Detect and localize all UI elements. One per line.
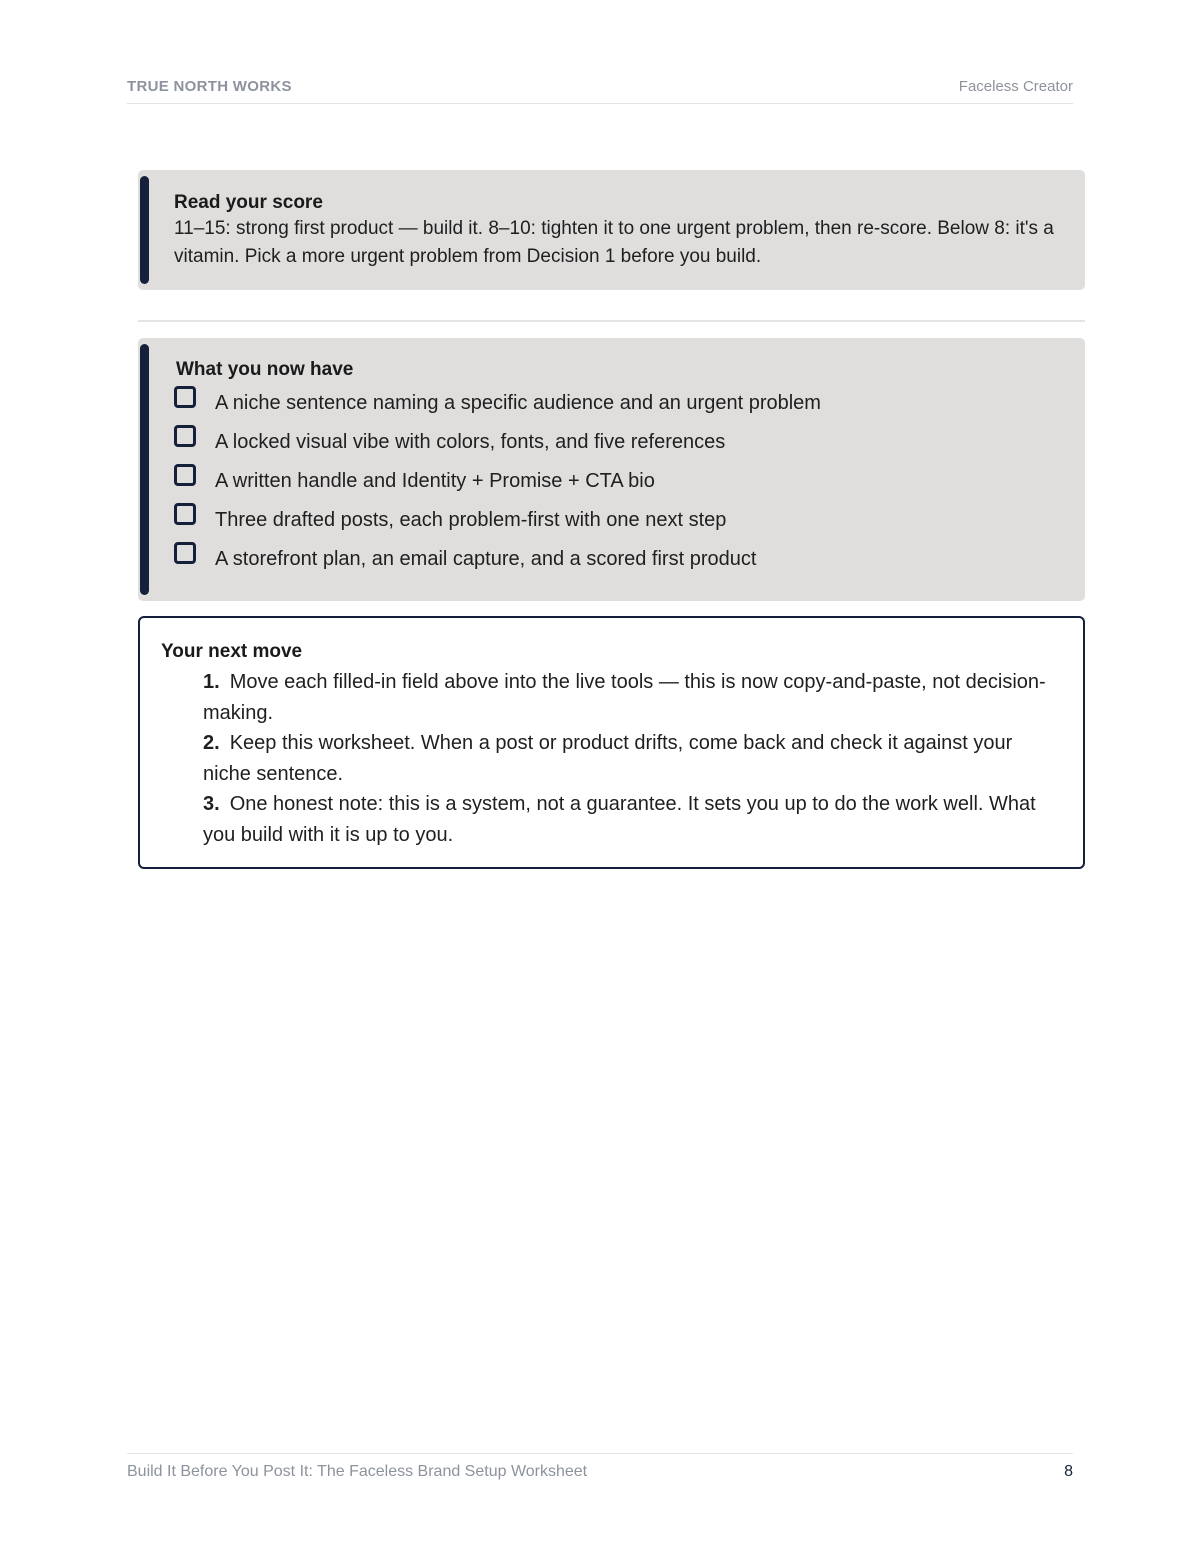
checkbox[interactable] xyxy=(174,542,196,564)
checklist-item-label: A locked visual vibe with colors, fonts, and five references xyxy=(215,431,726,453)
brand-name: TRUE NORTH WORKS xyxy=(127,78,292,95)
step-number: 2. xyxy=(203,732,220,754)
next-move-steps xyxy=(161,667,1063,850)
next-move-title: Your next move xyxy=(161,641,303,662)
next-move-box xyxy=(138,616,1085,869)
next-move-step xyxy=(203,789,1063,850)
score-callout xyxy=(138,170,1085,290)
section-divider xyxy=(138,320,1085,322)
deliverables-checklist xyxy=(176,390,1069,585)
step-text: Move each filled-in field above into the live tools — this is now copy-and-paste, not decision-making. xyxy=(203,671,1046,724)
checklist-item-label: Three drafted posts, each problem-first with one next step xyxy=(215,509,727,531)
what-you-have-callout xyxy=(138,338,1085,601)
step-number: 3. xyxy=(203,793,220,815)
checkbox[interactable] xyxy=(174,464,196,486)
page-header xyxy=(127,76,1073,104)
checklist-item xyxy=(176,429,1069,468)
page-footer xyxy=(127,1453,1073,1484)
checklist-item xyxy=(176,507,1069,546)
document-type: Faceless Creator xyxy=(958,78,1073,95)
footer-document-title: Build It Before You Post It: The Faceless Brand Setup Worksheet xyxy=(127,1463,588,1480)
score-title: Read your score xyxy=(174,192,323,213)
checklist-item-label: A storefront plan, an email capture, and a scored first product xyxy=(215,548,757,570)
checklist-item xyxy=(176,390,1069,429)
step-text: Keep this worksheet. When a post or product drifts, come back and check it against your niche sentence. xyxy=(203,732,1013,785)
next-move-step xyxy=(203,667,1063,728)
checklist-item-label: A niche sentence naming a specific audience and an urgent problem xyxy=(215,392,821,414)
what-you-have-title: What you now have xyxy=(176,359,354,380)
checklist-item xyxy=(176,468,1069,507)
score-body: 11–15: strong first product — build it. 8–10: tighten it to one urgent problem, then re-score. Below 8: it's a vitamin. Pick a more urgent problem from Decision 1 before you build. xyxy=(174,218,1054,267)
checklist-item xyxy=(176,546,1069,585)
checklist-item-label: A written handle and Identity + Promise + CTA bio xyxy=(215,470,655,492)
step-text: One honest note: this is a system, not a guarantee. It sets you up to do the work well. What you build with it is up to you. xyxy=(203,793,1036,846)
checkbox[interactable] xyxy=(174,425,196,447)
step-number: 1. xyxy=(203,671,220,693)
next-move-step xyxy=(203,728,1063,789)
checkbox[interactable] xyxy=(174,503,196,525)
page-number: 8 xyxy=(1064,1463,1073,1480)
checkbox[interactable] xyxy=(174,386,196,408)
